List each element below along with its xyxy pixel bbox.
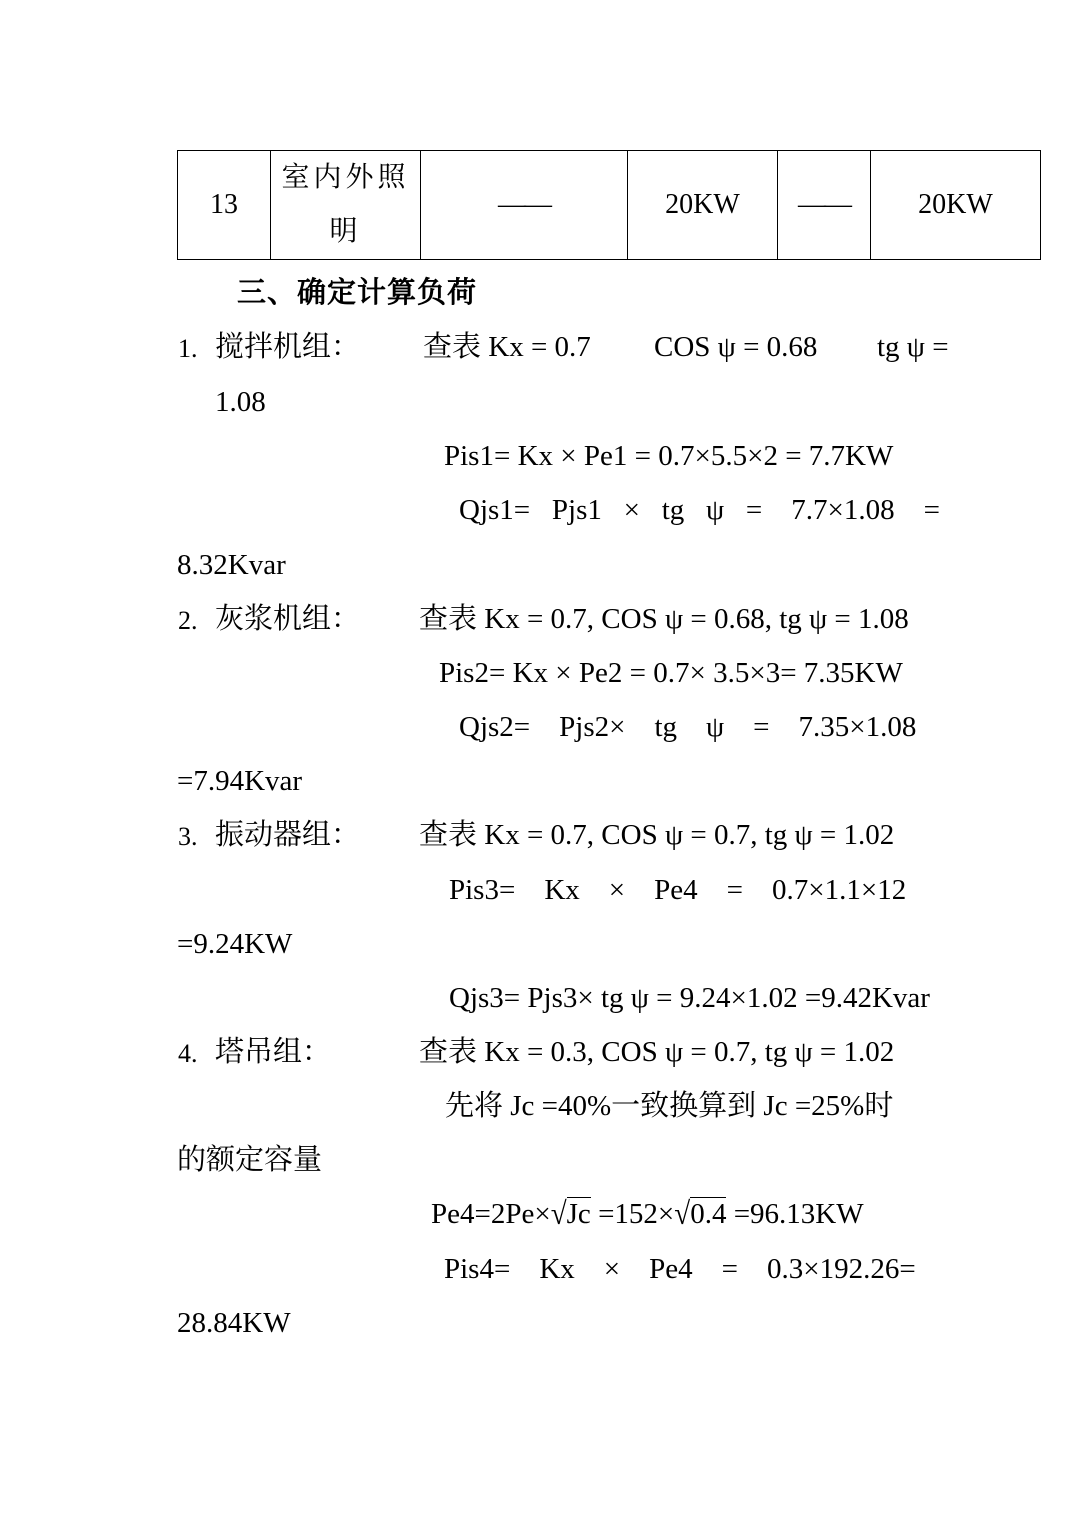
sqrt-jc: √Jc: [550, 1196, 591, 1232]
row-number: 13: [178, 151, 271, 260]
group4-lookup: 查表 Kx = 0.3, COS ψ = 0.7, tg ψ = 1.02: [419, 1036, 895, 1068]
table-cell-col6: 20KW: [871, 151, 1041, 260]
group2-active-power: Pis2= Kx × Pe2 = 0.7× 3.5×3= 7.35KW: [439, 657, 903, 689]
group2-reactive-power: Qjs2= Pjs2× tg ψ = 7.35×1.08: [459, 711, 917, 743]
group3-number: 3.: [178, 822, 198, 851]
group1-reactive-result: 8.32Kvar: [177, 549, 286, 581]
table-cell-col5: ——: [778, 151, 871, 260]
group3-label: 振动器组：: [215, 819, 361, 851]
group4-active-result: 28.84KW: [177, 1307, 291, 1339]
equipment-name: 室内外照 明: [271, 151, 421, 260]
group2-number: 2.: [178, 606, 198, 635]
group4-active-power: Pis4= Kx × Pe4 = 0.3×192.26=: [444, 1253, 916, 1285]
group4-conversion-note: 先将 Jc =40%一致换算到 Jc =25%时: [445, 1090, 894, 1122]
group1-cos: COS ψ = 0.68: [654, 331, 818, 363]
rated-capacity-result: =96.13KW: [726, 1198, 864, 1230]
group4-number: 4.: [178, 1039, 198, 1068]
group1-active-power: Pis1= Kx × Pe1 = 0.7×5.5×2 = 7.7KW: [444, 440, 894, 472]
section-heading: 三、确定计算负荷: [237, 277, 478, 309]
sqrt-value: √0.4: [674, 1196, 727, 1232]
group4-label: 塔吊组：: [215, 1036, 332, 1068]
group2-lookup: 查表 Kx = 0.7, COS ψ = 0.68, tg ψ = 1.08: [419, 603, 909, 635]
group4-rated-capacity: [431, 1196, 864, 1232]
group3-reactive-power: Qjs3= Pjs3× tg ψ = 9.24×1.02 =9.42Kvar: [449, 982, 930, 1014]
rated-capacity-prefix: Pe4=2Pe×: [431, 1198, 551, 1230]
load-table: [177, 150, 1041, 260]
group3-lookup: 查表 Kx = 0.7, COS ψ = 0.7, tg ψ = 1.02: [419, 819, 895, 851]
group2-reactive-result: =7.94Kvar: [177, 765, 303, 797]
group1-tg: tg ψ =: [877, 331, 949, 363]
group4-conversion-note-cont: 的额定容量: [177, 1144, 323, 1176]
group2-label: 灰浆机组：: [215, 603, 361, 635]
table-row: [178, 151, 1041, 260]
group1-tg-value: 1.08: [215, 386, 266, 418]
group3-active-power: Pis3= Kx × Pe4 = 0.7×1.1×12: [449, 874, 907, 906]
group1-reactive-power: Qjs1= Pjs1 × tg ψ = 7.7×1.08 =: [459, 494, 940, 526]
table-cell-col4: 20KW: [628, 151, 778, 260]
group1-label: 搅拌机组：: [215, 331, 361, 363]
rated-capacity-mid: =152×: [590, 1198, 675, 1230]
group1-number: 1.: [178, 334, 198, 363]
group1-lookup: 查表 Kx = 0.7: [423, 331, 591, 363]
group3-active-result: =9.24KW: [177, 928, 293, 960]
table-cell-col3: ——: [421, 151, 628, 260]
